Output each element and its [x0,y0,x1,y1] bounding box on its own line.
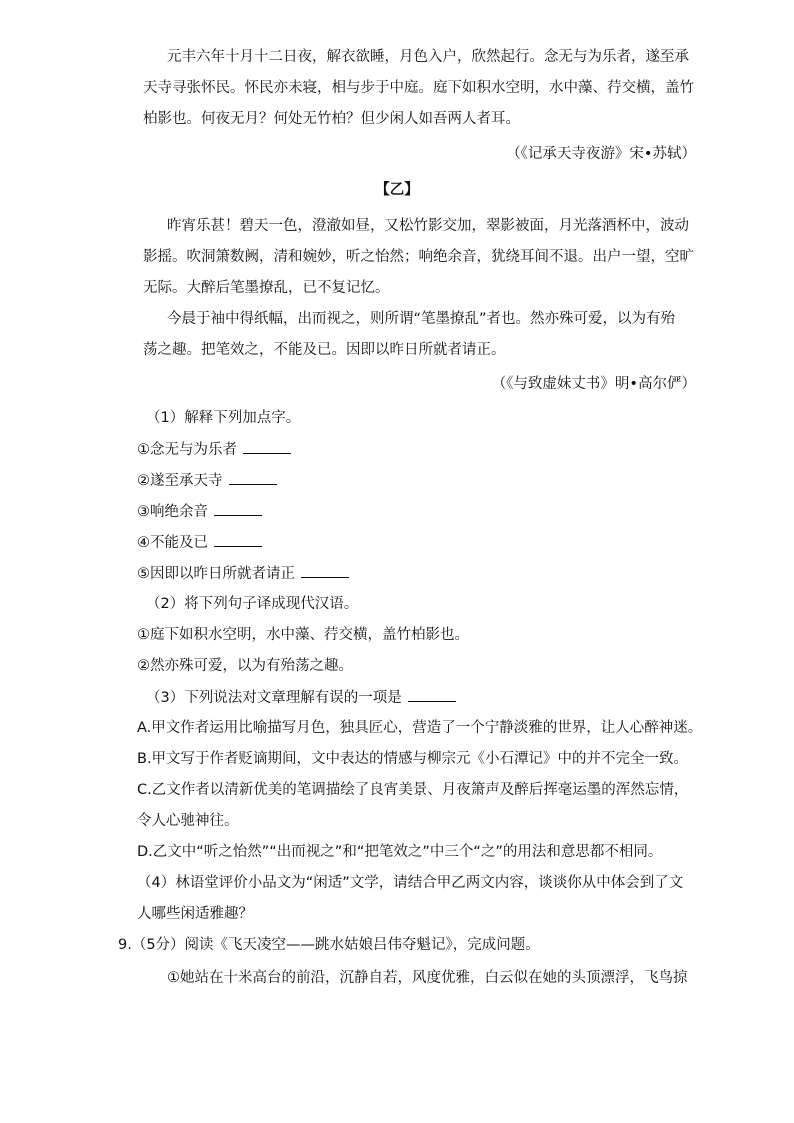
jia-line-1: 元丰六年十月十二日夜，解衣欲睡，月色入户，欣然起行。念无与为乐者，遂至承 [167,49,689,65]
q4-line-2: 人哪些闲适雅趣？ [137,906,253,922]
q3-option-d: D.乙文中“听之怡然”“出而视之”和“把笔效之”中三个“之”的用法和意思都不相同。 [137,844,663,860]
q1-item-3: ③响绝余音 [137,501,262,522]
yi-para2-line-2: 荡之趣。把笔效之，不能及已。因即以昨日所就者请正。 [143,342,506,358]
yi-para2-line-1: 今晨于袖中得纸幅，出而视之，则所谓“笔墨撩乱”者也。然亦殊可爱，以为有殆 [167,311,676,327]
q2-prompt: （2）将下列句子译成现代汉语。 [146,596,359,612]
q4-line-1: （4）林语堂评价小品文为“闲适”文学，请结合甲乙两文内容，谈谈你从中体会到了文 [137,875,684,891]
yi-heading: 【乙】 [375,182,419,198]
q1-prompt: （1）解释下列加点字。 [146,410,301,426]
q9-title: 9.（5分）阅读《飞天凌空——跳水姑娘吕伟夺魁记》，完成问题。 [118,937,540,953]
answer-blank [214,501,262,516]
yi-para1-line-3: 无际。大醉后笔墨撩乱，已不复记忆。 [143,280,390,296]
q2-item-1: ①庭下如积水空明，水中藻、荇交横，盖竹柏影也。 [137,627,469,643]
jia-line-2: 天寺寻张怀民。怀民亦未寝，相与步于中庭。庭下如积水空明，水中藻、荇交横，盖竹 [143,80,694,96]
q3-option-b: B.甲文写于作者贬谪期间，文中表达的情感与柳宗元《小石潭记》中的并不完全一致。 [137,751,689,767]
yi-para1-line-2: 影摇。吹洞箫数阙，清和婉妙，听之怡然；响绝余音，犹绕耳间不退。出户一望，空旷 [143,249,694,265]
q1-item-1: ①念无与为乐者 [137,439,291,460]
q1-item-5: ⑤因即以昨日所就者请正 [137,563,349,584]
q3-option-c: C.乙文作者以清新优美的笔调描绘了良宵美景、月夜箫声及醉后挥毫运墨的浑然忘情， [137,782,689,798]
answer-blank [408,687,456,702]
q3-option-c-cont: 令人心驰神往。 [137,813,239,829]
answer-blank [229,470,277,485]
yi-source: （《与致虚妹丈书》明•高尔俨） [491,376,696,392]
answer-blank [301,563,349,578]
q2-item-2: ②然亦殊可爱，以为有殆荡之趣。 [137,658,353,674]
answer-blank [214,532,262,547]
q3-option-a: A.甲文作者运用比喻描写月色，独具匠心，营造了一个宁静淡雅的世界，让人心醉神迷。 [137,720,703,736]
q3-prompt: （3）下列说法对文章理解有误的一项是 [146,687,456,708]
yi-para1-line-1: 昨宵乐甚！碧天一色，澄澈如昼，又松竹影交加，翠影被面，月光落酒杯中，波动 [167,218,689,234]
q1-item-4: ④不能及已 [137,532,262,553]
jia-source: （《记承天寺夜游》宋•苏轼） [506,146,696,162]
answer-blank [243,439,291,454]
q1-item-2: ②遂至承天寺 [137,470,277,491]
q9-para1: ①她站在十米高台的前沿，沉静自若，风度优雅，白云似在她的头顶漂浮，飞鸟掠 [167,970,688,986]
jia-line-3: 柏影也。何夜无月？何处无竹柏？但少闲人如吾两人者耳。 [143,111,520,127]
